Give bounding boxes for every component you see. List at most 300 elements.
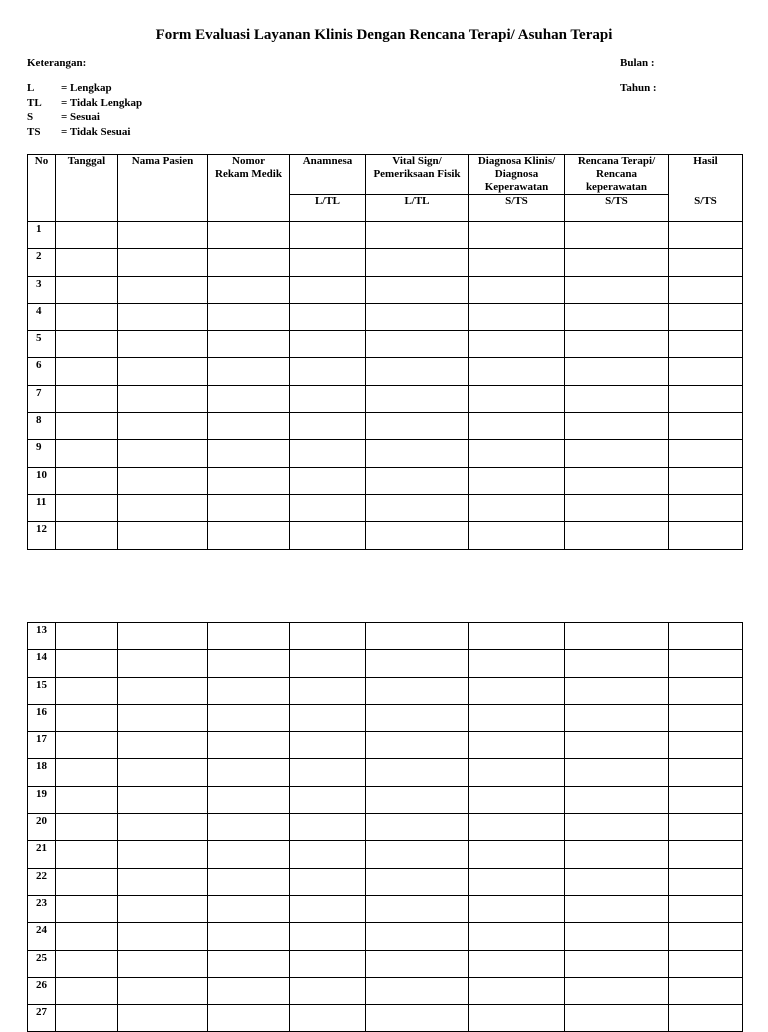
header-tanggal: Tanggal	[56, 155, 118, 222]
cell-nama-pasien[interactable]	[118, 303, 208, 330]
cell-tanggal[interactable]	[56, 923, 118, 950]
cell-tanggal[interactable]	[56, 868, 118, 895]
legend-row	[27, 111, 142, 126]
cell-vital-sign[interactable]	[366, 732, 469, 759]
cell-tanggal[interactable]	[56, 732, 118, 759]
header-line: Diagnosa	[494, 168, 539, 180]
cell-nomor-rekam-medik[interactable]	[208, 868, 290, 895]
cell-diagnosa[interactable]	[469, 385, 565, 412]
cell-hasil[interactable]	[669, 704, 743, 731]
evaluation-table-part2	[27, 622, 743, 1032]
cell-tanggal[interactable]	[56, 494, 118, 521]
cell-hasil[interactable]	[669, 303, 743, 330]
cell-nama-pasien[interactable]	[118, 494, 208, 521]
table-row	[28, 759, 743, 786]
table-row	[28, 249, 743, 276]
cell-vital-sign[interactable]	[366, 786, 469, 813]
cell-nomor-rekam-medik[interactable]	[208, 923, 290, 950]
cell-tanggal[interactable]	[56, 950, 118, 977]
cell-nomor-rekam-medik[interactable]	[208, 331, 290, 358]
cell-hasil[interactable]	[669, 249, 743, 276]
cell-nama-pasien[interactable]	[118, 440, 208, 467]
cell-tanggal[interactable]	[56, 358, 118, 385]
row-number: 7	[28, 385, 56, 412]
cell-vital-sign[interactable]	[366, 358, 469, 385]
cell-nomor-rekam-medik[interactable]	[208, 732, 290, 759]
cell-anamnesa[interactable]	[290, 895, 366, 922]
cell-vital-sign[interactable]	[366, 868, 469, 895]
cell-hasil[interactable]	[669, 358, 743, 385]
cell-vital-sign[interactable]	[366, 494, 469, 521]
legend-code: TL	[27, 96, 42, 109]
cell-anamnesa[interactable]	[290, 759, 366, 786]
cell-rencana-terapi[interactable]	[565, 786, 669, 813]
cell-tanggal[interactable]	[56, 413, 118, 440]
row-number: 10	[28, 467, 56, 494]
header-diagnosa	[469, 155, 565, 195]
row-number: 15	[28, 677, 56, 704]
cell-tanggal[interactable]	[56, 977, 118, 1004]
cell-vital-sign[interactable]	[366, 276, 469, 303]
subheader-rencana: S/TS	[565, 195, 669, 222]
cell-nomor-rekam-medik[interactable]	[208, 440, 290, 467]
legend-code: S	[27, 111, 34, 123]
cell-hasil[interactable]	[669, 895, 743, 922]
cell-diagnosa[interactable]	[469, 331, 565, 358]
cell-nomor-rekam-medik[interactable]	[208, 759, 290, 786]
table-row	[28, 276, 743, 303]
table-row	[28, 814, 743, 841]
cell-vital-sign[interactable]	[366, 467, 469, 494]
cell-vital-sign[interactable]	[366, 249, 469, 276]
row-number: 22	[28, 868, 56, 895]
cell-nomor-rekam-medik[interactable]	[208, 677, 290, 704]
subheader-diagnosa: S/TS	[469, 195, 565, 222]
cell-anamnesa[interactable]	[290, 358, 366, 385]
cell-diagnosa[interactable]	[469, 841, 565, 868]
cell-rencana-terapi[interactable]	[565, 623, 669, 650]
cell-nomor-rekam-medik[interactable]	[208, 977, 290, 1004]
table-row	[28, 522, 743, 549]
row-number: 5	[28, 331, 56, 358]
cell-anamnesa[interactable]	[290, 222, 366, 249]
cell-diagnosa[interactable]	[469, 895, 565, 922]
cell-anamnesa[interactable]	[290, 440, 366, 467]
cell-rencana-terapi[interactable]	[565, 923, 669, 950]
cell-nama-pasien[interactable]	[118, 868, 208, 895]
cell-nomor-rekam-medik[interactable]	[208, 650, 290, 677]
cell-vital-sign[interactable]	[366, 704, 469, 731]
cell-hasil[interactable]	[669, 677, 743, 704]
cell-hasil[interactable]	[669, 276, 743, 303]
legend-row	[27, 97, 142, 112]
cell-diagnosa[interactable]	[469, 440, 565, 467]
cell-vital-sign[interactable]	[366, 650, 469, 677]
cell-anamnesa[interactable]	[290, 385, 366, 412]
cell-anamnesa[interactable]	[290, 841, 366, 868]
cell-nomor-rekam-medik[interactable]	[208, 494, 290, 521]
cell-diagnosa[interactable]	[469, 732, 565, 759]
subheader-anamnesa: L/TL	[290, 195, 366, 222]
cell-anamnesa[interactable]	[290, 276, 366, 303]
row-number: 21	[28, 841, 56, 868]
cell-nama-pasien[interactable]	[118, 358, 208, 385]
cell-vital-sign[interactable]	[366, 331, 469, 358]
cell-diagnosa[interactable]	[469, 522, 565, 549]
row-number: 6	[28, 358, 56, 385]
table-row	[28, 868, 743, 895]
row-number: 18	[28, 759, 56, 786]
cell-diagnosa[interactable]	[469, 623, 565, 650]
cell-anamnesa[interactable]	[290, 331, 366, 358]
cell-nomor-rekam-medik[interactable]	[208, 950, 290, 977]
cell-tanggal[interactable]	[56, 467, 118, 494]
cell-vital-sign[interactable]	[366, 222, 469, 249]
cell-nomor-rekam-medik[interactable]	[208, 249, 290, 276]
cell-anamnesa[interactable]	[290, 950, 366, 977]
cell-vital-sign[interactable]	[366, 303, 469, 330]
cell-nama-pasien[interactable]	[118, 704, 208, 731]
cell-rencana-terapi[interactable]	[565, 1005, 669, 1032]
cell-nama-pasien[interactable]	[118, 841, 208, 868]
cell-hasil[interactable]	[669, 650, 743, 677]
cell-diagnosa[interactable]	[469, 704, 565, 731]
table-row	[28, 950, 743, 977]
cell-rencana-terapi[interactable]	[565, 413, 669, 440]
cell-diagnosa[interactable]	[469, 759, 565, 786]
cell-vital-sign[interactable]	[366, 623, 469, 650]
cell-anamnesa[interactable]	[290, 786, 366, 813]
legend-code: L	[27, 82, 35, 94]
cell-nama-pasien[interactable]	[118, 814, 208, 841]
cell-hasil[interactable]	[669, 950, 743, 977]
table-row	[28, 303, 743, 330]
cell-vital-sign[interactable]	[366, 950, 469, 977]
cell-rencana-terapi[interactable]	[565, 276, 669, 303]
table-row	[28, 977, 743, 1004]
cell-rencana-terapi[interactable]	[565, 494, 669, 521]
cell-nomor-rekam-medik[interactable]	[208, 522, 290, 549]
cell-nama-pasien[interactable]	[118, 923, 208, 950]
header-line: Rekam Medik	[215, 168, 282, 180]
cell-tanggal[interactable]	[56, 331, 118, 358]
cell-rencana-terapi[interactable]	[565, 222, 669, 249]
cell-tanggal[interactable]	[56, 759, 118, 786]
cell-anamnesa[interactable]	[290, 814, 366, 841]
cell-tanggal[interactable]	[56, 276, 118, 303]
table-row	[28, 467, 743, 494]
table-row	[28, 222, 743, 249]
cell-hasil[interactable]	[669, 623, 743, 650]
cell-tanggal[interactable]	[56, 303, 118, 330]
cell-diagnosa[interactable]	[469, 276, 565, 303]
legend-code: TS	[27, 125, 41, 138]
row-number: 19	[28, 786, 56, 813]
cell-hasil[interactable]	[669, 732, 743, 759]
cell-hasil[interactable]	[669, 759, 743, 786]
table-row	[28, 895, 743, 922]
legend	[27, 82, 142, 140]
cell-hasil[interactable]	[669, 868, 743, 895]
cell-hasil[interactable]	[669, 413, 743, 440]
row-number: 27	[28, 1005, 56, 1032]
table-row	[28, 841, 743, 868]
cell-vital-sign[interactable]	[366, 677, 469, 704]
cell-nomor-rekam-medik[interactable]	[208, 222, 290, 249]
cell-anamnesa[interactable]	[290, 413, 366, 440]
cell-rencana-terapi[interactable]	[565, 977, 669, 1004]
header-line: Nomor	[232, 155, 265, 167]
cell-vital-sign[interactable]	[366, 814, 469, 841]
cell-diagnosa[interactable]	[469, 222, 565, 249]
cell-hasil[interactable]	[669, 923, 743, 950]
cell-tanggal[interactable]	[56, 440, 118, 467]
cell-nama-pasien[interactable]	[118, 413, 208, 440]
table-row	[28, 494, 743, 521]
row-number: 3	[28, 276, 56, 303]
cell-rencana-terapi[interactable]	[565, 868, 669, 895]
cell-vital-sign[interactable]	[366, 385, 469, 412]
cell-nomor-rekam-medik[interactable]	[208, 303, 290, 330]
cell-nomor-rekam-medik[interactable]	[208, 358, 290, 385]
cell-hasil[interactable]	[669, 522, 743, 549]
cell-vital-sign[interactable]	[366, 895, 469, 922]
cell-rencana-terapi[interactable]	[565, 650, 669, 677]
cell-rencana-terapi[interactable]	[565, 331, 669, 358]
cell-tanggal[interactable]	[56, 222, 118, 249]
cell-anamnesa[interactable]	[290, 303, 366, 330]
row-number: 13	[28, 623, 56, 650]
cell-diagnosa[interactable]	[469, 358, 565, 385]
cell-nama-pasien[interactable]	[118, 385, 208, 412]
cell-vital-sign[interactable]	[366, 413, 469, 440]
table-row	[28, 704, 743, 731]
cell-tanggal[interactable]	[56, 650, 118, 677]
cell-nama-pasien[interactable]	[118, 249, 208, 276]
row-number: 24	[28, 923, 56, 950]
cell-anamnesa[interactable]	[290, 732, 366, 759]
row-number: 14	[28, 650, 56, 677]
cell-rencana-terapi[interactable]	[565, 814, 669, 841]
cell-hasil[interactable]	[669, 786, 743, 813]
table-row	[28, 786, 743, 813]
cell-tanggal[interactable]	[56, 522, 118, 549]
cell-nama-pasien[interactable]	[118, 677, 208, 704]
legend-desc: = Tidak Lengkap	[61, 96, 143, 109]
header-vital-sign	[366, 155, 469, 195]
header-anamnesa: Anamnesa	[290, 155, 366, 195]
cell-tanggal[interactable]	[56, 385, 118, 412]
cell-nama-pasien[interactable]	[118, 759, 208, 786]
cell-tanggal[interactable]	[56, 1005, 118, 1032]
table-body-part2	[28, 623, 743, 1032]
cell-rencana-terapi[interactable]	[565, 467, 669, 494]
cell-hasil[interactable]	[669, 467, 743, 494]
cell-nomor-rekam-medik[interactable]	[208, 1005, 290, 1032]
cell-diagnosa[interactable]	[469, 814, 565, 841]
cell-nama-pasien[interactable]	[118, 650, 208, 677]
cell-nomor-rekam-medik[interactable]	[208, 841, 290, 868]
header-line: keperawatan	[585, 181, 648, 193]
cell-anamnesa[interactable]	[290, 704, 366, 731]
cell-nomor-rekam-medik[interactable]	[208, 413, 290, 440]
cell-tanggal[interactable]	[56, 895, 118, 922]
cell-nomor-rekam-medik[interactable]	[208, 276, 290, 303]
cell-hasil[interactable]	[669, 494, 743, 521]
header-line: Hasil	[693, 155, 718, 167]
cell-nomor-rekam-medik[interactable]	[208, 385, 290, 412]
cell-nama-pasien[interactable]	[118, 623, 208, 650]
cell-anamnesa[interactable]	[290, 249, 366, 276]
table-body-part1	[28, 222, 743, 550]
cell-anamnesa[interactable]	[290, 522, 366, 549]
cell-hasil[interactable]	[669, 841, 743, 868]
cell-anamnesa[interactable]	[290, 923, 366, 950]
header-line: Rencana Terapi/	[577, 155, 656, 167]
row-number: 8	[28, 413, 56, 440]
cell-rencana-terapi[interactable]	[565, 759, 669, 786]
cell-hasil[interactable]	[669, 440, 743, 467]
cell-tanggal[interactable]	[56, 814, 118, 841]
cell-rencana-terapi[interactable]	[565, 732, 669, 759]
cell-vital-sign[interactable]	[366, 977, 469, 1004]
cell-anamnesa[interactable]	[290, 623, 366, 650]
table-row	[28, 623, 743, 650]
tahun-label: Tahun :	[620, 82, 657, 94]
cell-vital-sign[interactable]	[366, 1005, 469, 1032]
cell-nama-pasien[interactable]	[118, 950, 208, 977]
cell-rencana-terapi[interactable]	[565, 895, 669, 922]
cell-diagnosa[interactable]	[469, 868, 565, 895]
cell-diagnosa[interactable]	[469, 677, 565, 704]
header-no: No	[28, 155, 56, 222]
cell-nama-pasien[interactable]	[118, 977, 208, 1004]
cell-diagnosa[interactable]	[469, 249, 565, 276]
cell-nomor-rekam-medik[interactable]	[208, 895, 290, 922]
row-number: 12	[28, 522, 56, 549]
cell-anamnesa[interactable]	[290, 467, 366, 494]
cell-diagnosa[interactable]	[469, 467, 565, 494]
cell-rencana-terapi[interactable]	[565, 249, 669, 276]
cell-rencana-terapi[interactable]	[565, 440, 669, 467]
header-line: Keperawatan	[484, 181, 549, 193]
cell-hasil[interactable]	[669, 331, 743, 358]
cell-nomor-rekam-medik[interactable]	[208, 786, 290, 813]
cell-rencana-terapi[interactable]	[565, 303, 669, 330]
cell-diagnosa[interactable]	[469, 303, 565, 330]
cell-tanggal[interactable]	[56, 623, 118, 650]
cell-nomor-rekam-medik[interactable]	[208, 704, 290, 731]
cell-rencana-terapi[interactable]	[565, 385, 669, 412]
table-row	[28, 385, 743, 412]
cell-nama-pasien[interactable]	[118, 276, 208, 303]
cell-anamnesa[interactable]	[290, 494, 366, 521]
table-row	[28, 358, 743, 385]
cell-hasil[interactable]	[669, 222, 743, 249]
evaluation-table-part1	[27, 154, 743, 550]
cell-anamnesa[interactable]	[290, 677, 366, 704]
row-number: 26	[28, 977, 56, 1004]
legend-desc: = Tidak Sesuai	[61, 125, 131, 138]
subheader-hasil: S/TS	[694, 195, 717, 207]
header-line: Vital Sign/	[392, 155, 442, 167]
cell-nama-pasien[interactable]	[118, 331, 208, 358]
header-line: Diagnosa Klinis/	[477, 155, 556, 167]
table-row	[28, 413, 743, 440]
row-number: 11	[28, 494, 56, 521]
cell-nomor-rekam-medik[interactable]	[208, 467, 290, 494]
cell-hasil[interactable]	[669, 385, 743, 412]
cell-anamnesa[interactable]	[290, 1005, 366, 1032]
cell-nama-pasien[interactable]	[118, 786, 208, 813]
cell-tanggal[interactable]	[56, 677, 118, 704]
cell-diagnosa[interactable]	[469, 977, 565, 1004]
cell-nama-pasien[interactable]	[118, 732, 208, 759]
cell-rencana-terapi[interactable]	[565, 677, 669, 704]
cell-diagnosa[interactable]	[469, 650, 565, 677]
cell-hasil[interactable]	[669, 977, 743, 1004]
cell-rencana-terapi[interactable]	[565, 950, 669, 977]
cell-nomor-rekam-medik[interactable]	[208, 623, 290, 650]
table-row	[28, 677, 743, 704]
cell-rencana-terapi[interactable]	[565, 841, 669, 868]
cell-diagnosa[interactable]	[469, 1005, 565, 1032]
cell-tanggal[interactable]	[56, 786, 118, 813]
keterangan-label: Keterangan:	[27, 57, 87, 69]
cell-vital-sign[interactable]	[366, 759, 469, 786]
cell-diagnosa[interactable]	[469, 413, 565, 440]
cell-vital-sign[interactable]	[366, 440, 469, 467]
cell-nomor-rekam-medik[interactable]	[208, 814, 290, 841]
cell-diagnosa[interactable]	[469, 923, 565, 950]
row-number: 20	[28, 814, 56, 841]
cell-diagnosa[interactable]	[469, 786, 565, 813]
cell-tanggal[interactable]	[56, 249, 118, 276]
table-row	[28, 923, 743, 950]
cell-diagnosa[interactable]	[469, 950, 565, 977]
row-number: 25	[28, 950, 56, 977]
cell-anamnesa[interactable]	[290, 868, 366, 895]
legend-row	[27, 82, 142, 97]
legend-desc: = Sesuai	[61, 111, 100, 123]
cell-vital-sign[interactable]	[366, 841, 469, 868]
cell-nama-pasien[interactable]	[118, 467, 208, 494]
cell-vital-sign[interactable]	[366, 522, 469, 549]
cell-diagnosa[interactable]	[469, 494, 565, 521]
cell-rencana-terapi[interactable]	[565, 358, 669, 385]
table-row	[28, 732, 743, 759]
cell-nama-pasien[interactable]	[118, 522, 208, 549]
cell-rencana-terapi[interactable]	[565, 522, 669, 549]
row-number: 23	[28, 895, 56, 922]
cell-anamnesa[interactable]	[290, 650, 366, 677]
header-rencana-terapi	[565, 155, 669, 195]
row-number: 9	[28, 440, 56, 467]
cell-anamnesa[interactable]	[290, 977, 366, 1004]
cell-tanggal[interactable]	[56, 841, 118, 868]
cell-nama-pasien[interactable]	[118, 895, 208, 922]
cell-tanggal[interactable]	[56, 704, 118, 731]
cell-hasil[interactable]	[669, 1005, 743, 1032]
cell-hasil[interactable]	[669, 814, 743, 841]
row-number: 2	[28, 249, 56, 276]
cell-nama-pasien[interactable]	[118, 222, 208, 249]
legend-desc: = Lengkap	[61, 82, 112, 94]
cell-vital-sign[interactable]	[366, 923, 469, 950]
subheader-vital: L/TL	[366, 195, 469, 222]
cell-nama-pasien[interactable]	[118, 1005, 208, 1032]
cell-rencana-terapi[interactable]	[565, 704, 669, 731]
